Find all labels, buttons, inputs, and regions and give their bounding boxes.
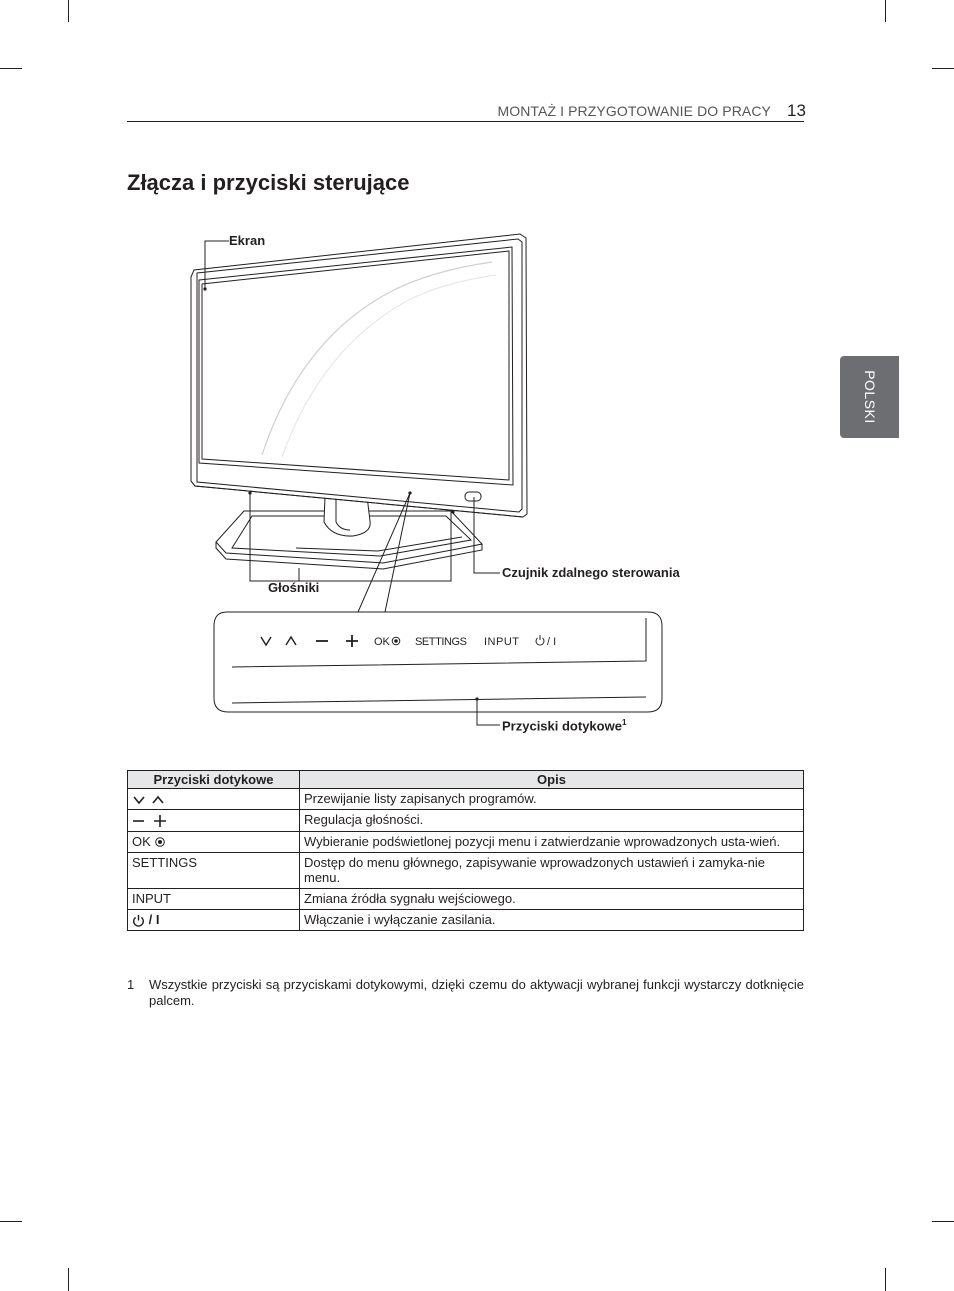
button-cell <box>128 831 300 852</box>
chevron-down-icon <box>134 797 144 803</box>
remote-sensor <box>465 492 481 501</box>
chevron-down-up-icons <box>132 794 166 806</box>
button-cell <box>128 909 300 930</box>
crop-mark <box>932 1221 954 1222</box>
description-cell: Wybieranie podświetlonej pozycji menu i zatwierdzanie wprowadzonych usta-wień. <box>300 831 804 852</box>
crop-mark <box>885 1268 886 1291</box>
chevron-up-icon <box>153 797 163 803</box>
description-cell: Zmiana źródła sygnału wejściowego. <box>300 888 804 909</box>
footnote-number: 1 <box>127 977 135 992</box>
table-row <box>128 852 804 888</box>
language-tab-label: POLSKI <box>861 370 878 424</box>
touch-buttons-label-text: Przyciski dotykowe <box>502 718 622 734</box>
button-label: / I <box>148 911 160 927</box>
description-cell: Regulacja głośności. <box>300 810 804 832</box>
touch-buttons-label <box>502 718 626 733</box>
column-header: Przyciski dotykowe <box>128 771 300 789</box>
button-label: OK <box>132 833 151 849</box>
button-cell: SETTINGS <box>128 852 300 888</box>
table-header-row <box>128 771 804 789</box>
crop-mark <box>0 1221 22 1222</box>
plus-icon <box>154 815 166 827</box>
table-row <box>128 888 804 909</box>
minus-plus-icons <box>132 814 168 828</box>
column-header: Opis <box>300 771 804 789</box>
table-row <box>128 810 804 832</box>
description-cell: Przewijanie listy zapisanych programów. <box>300 789 804 810</box>
power-icon <box>132 914 145 927</box>
button-cell <box>128 810 300 832</box>
button-cell <box>128 789 300 810</box>
page-number: 13 <box>787 101 806 120</box>
description-cell: Dostęp do menu głównego, zapisywanie wprowadzonych ustawień i zamyka-nie menu. <box>300 852 804 888</box>
panel-input-label: INPUT <box>484 636 519 648</box>
panel-ok-label: OK <box>374 636 390 648</box>
target-icon <box>154 836 166 848</box>
table-row <box>128 831 804 852</box>
page-title: Złącza i przyciski sterujące <box>127 170 410 195</box>
panel-settings-label: SETTINGS <box>415 636 467 648</box>
button-cell: INPUT <box>128 888 300 909</box>
section-header: MONTAŻ I PRZYGOTOWANIE DO PRACY <box>497 103 771 119</box>
footnote-mark: 1 <box>621 718 627 727</box>
footnote-text: Wszystkie przyciski są przyciskami dotykowymi, dzięki czemu do aktywacji wybranej funkcji wystarczy dotknięcie palcem. <box>149 977 804 1008</box>
description-cell: Włączanie i wyłączanie zasilania. <box>300 909 804 930</box>
crop-mark <box>68 1268 69 1291</box>
footnote <box>127 977 804 1009</box>
panel-power-label: / I <box>547 636 557 648</box>
speakers-label: Głośniki <box>268 580 320 595</box>
table-row <box>128 909 804 930</box>
remote-sensor-label: Czujnik zdalnego sterowania <box>502 565 680 580</box>
table-row <box>128 789 804 810</box>
screen-label: Ekran <box>229 233 266 248</box>
controls-table <box>127 770 804 931</box>
